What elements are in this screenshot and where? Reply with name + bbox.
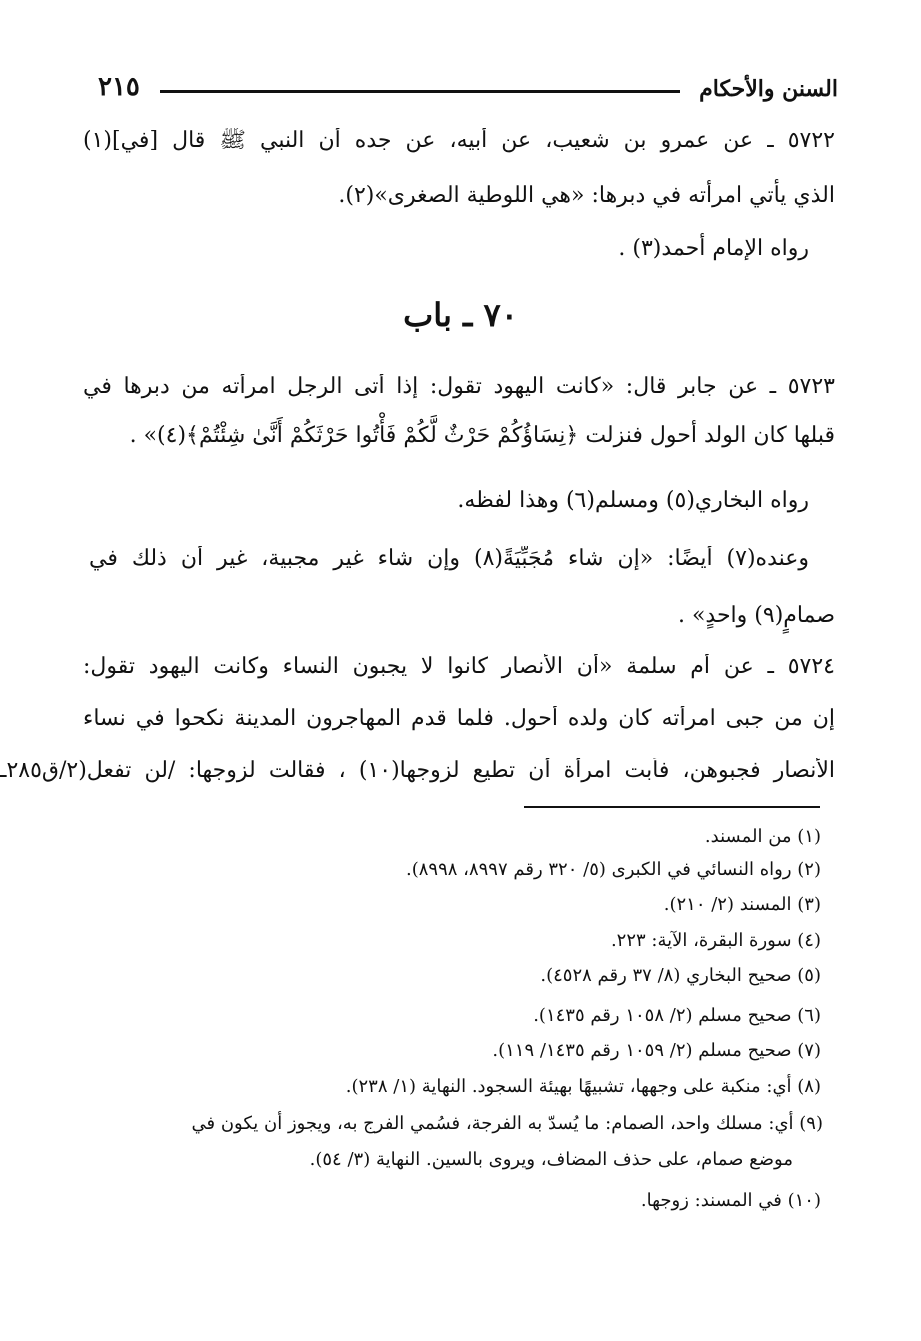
hadith-5722-line-2: الذي يأتي امرأته في دبرها: «هي اللوطية الصغرى»(٢). <box>338 183 835 208</box>
hadith-5724-line-2: إن من جبى امرأته كان ولده أحول. فلما قدم المهاجرون المدينة نكحوا في نساء <box>83 706 835 731</box>
footnote-separator <box>524 806 820 808</box>
running-title: السنن والأحكام <box>699 76 838 102</box>
hadith-5723-line-2: قبلها كان الولد أحول فنزلت ﴿نِسَاؤُكُمْ حَرْثٌ لَّكُمْ فَأْتُوا حَرْثَكُمْ أَنَّىٰ شِئْتُمْ﴾(٤)» . <box>129 423 835 448</box>
page-number: ٢١٥ <box>98 72 140 102</box>
footnote-3: (٣) المسند (٢/ ٢١٠). <box>663 894 821 915</box>
hadith-5722-line-1: ٥٧٢٢ ـ عن عمرو بن شعيب، عن أبيه، عن جده أن النبي ﷺ قال [في](١) <box>83 128 835 153</box>
footnote-9-continuation: موضع صمام، على حذف المضاف، ويروى بالسين. النهاية (٣/ ٥٤). <box>309 1149 793 1170</box>
hadith-5724-line-1: ٥٧٢٤ ـ عن أم سلمة «أن الأنصار كانوا لا يجبون النساء وكانت اليهود تقول: <box>83 654 835 679</box>
footnote-9: (٩) أي: مسلك واحد، الصمام: ما يُسدّ به الفرجة، فسُمي الفرج به، ويجوز أن يكون في <box>191 1113 823 1134</box>
page-header <box>98 68 838 108</box>
footnote-6: (٦) صحيح مسلم (٢/ ١٠٥٨ رقم ١٤٣٥). <box>533 1005 821 1026</box>
hadith-5723-attribution: رواه البخاري(٥) ومسلم(٦) وهذا لفظه. <box>457 488 809 513</box>
footnote-7: (٧) صحيح مسلم (٢/ ١٠٥٩ رقم ١٤٣٥/ ١١٩). <box>492 1040 821 1061</box>
footnote-5: (٥) صحيح البخاري (٨/ ٣٧ رقم ٤٥٢٨). <box>540 965 821 986</box>
hadith-5723-line-4: وعنده(٧) أيضًا: «إن شاء مُجَبِّيَةً(٨) وإن شاء غير مجبية، غير أن ذلك في <box>89 546 809 571</box>
hadith-5723-line-1: ٥٧٢٣ ـ عن جابر قال: «كانت اليهود تقول: إذا أتى الرجل امرأته من دبرها في <box>83 374 835 399</box>
footnote-1: (١) من المسند. <box>704 826 821 847</box>
footnote-8: (٨) أي: منكبة على وجهها، تشبيهًا بهيئة السجود. النهاية (١/ ٢٣٨). <box>345 1076 821 1097</box>
footnote-4: (٤) سورة البقرة، الآية: ٢٢٣. <box>610 930 821 951</box>
footnote-10: (١٠) في المسند: زوجها. <box>640 1190 821 1211</box>
header-rule <box>160 90 680 93</box>
hadith-5723-line-5: صمامٍ(٩) واحدٍ» . <box>677 603 835 628</box>
hadith-5724-line-3: الأنصار فجبوهن، فأبت امرأة أن تطيع لزوجها(١٠) ، فقالت لزوجها: /لن تفعل(٢/ق٢٨٥ـ <box>0 758 835 783</box>
footnote-2: (٢) رواه النسائي في الكبرى (٥/ ٣٢٠ رقم ٨٩٩٧، ٨٩٩٨). <box>406 859 821 880</box>
hadith-5722-attribution: رواه الإمام أحمد(٣) . <box>618 236 809 261</box>
chapter-heading: ٧٠ ـ باب <box>403 296 518 334</box>
